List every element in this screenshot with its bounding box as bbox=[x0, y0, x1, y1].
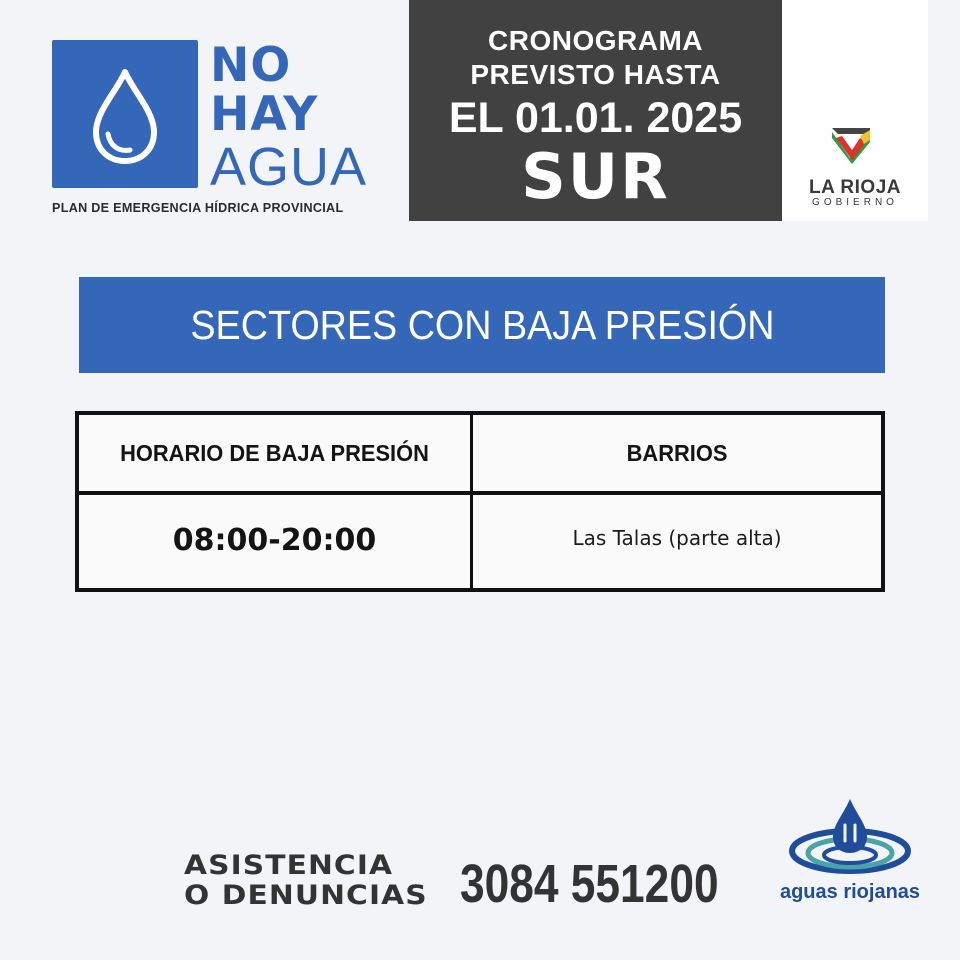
la-rioja-logo bbox=[782, 0, 928, 221]
logo-word-agua: AGUA bbox=[210, 137, 368, 197]
assistance-label bbox=[184, 850, 428, 911]
schedule-date: EL 01.01. 2025 bbox=[448, 94, 743, 142]
horario-value: 08:00-20:00 bbox=[172, 523, 377, 558]
schedule-line-previsto: PREVISTO HASTA bbox=[470, 59, 721, 90]
table-header-horario bbox=[79, 415, 473, 495]
header-horario-label: HORARIO DE BAJA PRESIÓN bbox=[120, 439, 429, 466]
schedule-zone: SUR bbox=[521, 140, 670, 213]
banner-title: SECTORES CON BAJA PRESIÓN bbox=[189, 301, 775, 348]
table-cell-horario bbox=[79, 495, 473, 588]
aguas-riojanas-logo bbox=[775, 795, 925, 915]
barrios-value: Las Talas (parte alta) bbox=[572, 525, 782, 550]
schedule-box bbox=[409, 0, 782, 221]
phone-number: 3084 551200 bbox=[460, 854, 719, 914]
schedule-table bbox=[75, 411, 885, 592]
table-header-barrios bbox=[473, 415, 881, 495]
company-name: aguas riojanas bbox=[779, 881, 921, 903]
drop-box bbox=[52, 40, 198, 188]
schedule-line-cronograma: CRONOGRAMA bbox=[488, 25, 703, 56]
no-hay-agua-logo bbox=[52, 40, 392, 220]
assistance-line1: ASISTENCIA bbox=[184, 850, 394, 881]
government-subtitle: GOBIERNO bbox=[812, 197, 898, 208]
table-cell-barrios bbox=[473, 495, 881, 588]
la-rioja-emblem-icon bbox=[830, 124, 874, 174]
assistance-line2: O DENUNCIAS bbox=[184, 880, 428, 911]
logo-wordmark bbox=[210, 38, 368, 197]
section-banner bbox=[79, 277, 885, 373]
logo-subtitle: PLAN DE EMERGENCIA HÍDRICA PROVINCIAL bbox=[52, 201, 344, 215]
government-name: LA RIOJA bbox=[809, 177, 901, 198]
logo-word-no: NO bbox=[210, 38, 292, 93]
header-barrios-label: BARRIOS bbox=[626, 439, 728, 466]
logo-word-hay: HAY bbox=[210, 87, 319, 142]
aguas-riojanas-drop-icon bbox=[785, 795, 915, 879]
water-drop-icon bbox=[52, 40, 198, 188]
